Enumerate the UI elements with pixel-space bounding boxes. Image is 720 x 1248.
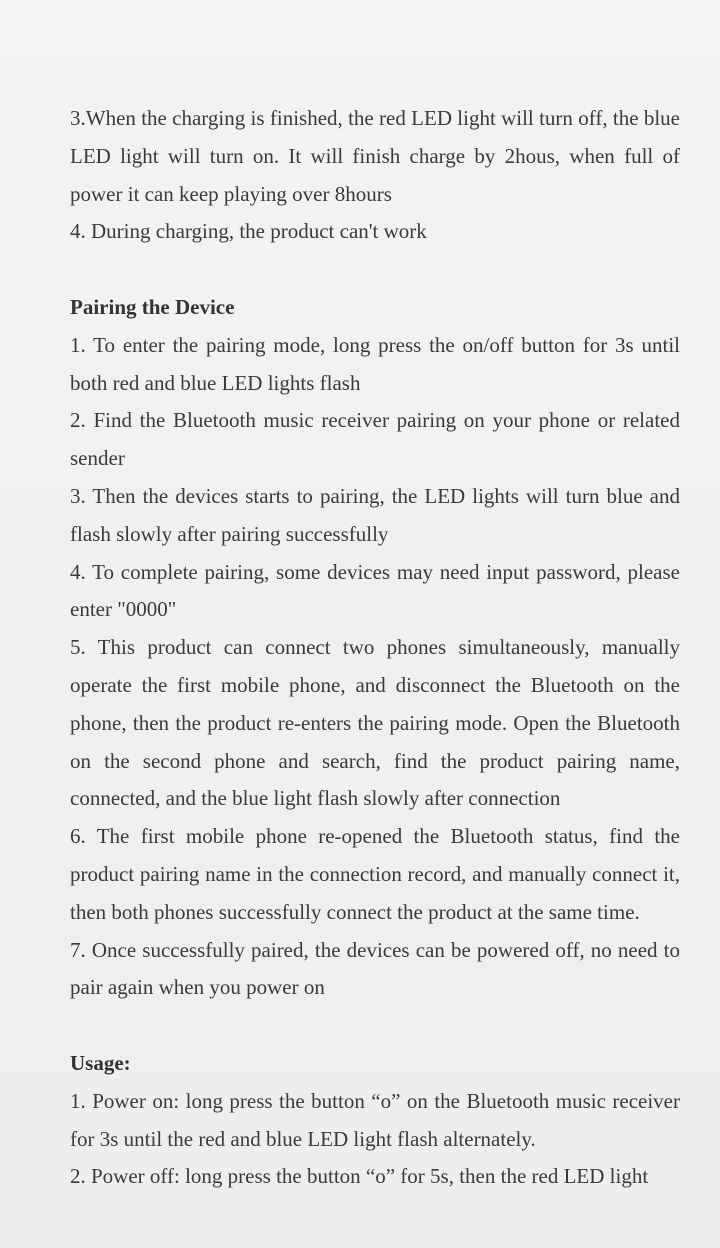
pairing-step-4: 4. To complete pairing, some devices may need input password, please enter "0000": [70, 559, 680, 622]
pairing-step-1: 1. To enter the pairing mode, long press the on/off button for 3s until both red and blue LED lights flash: [70, 332, 680, 395]
charging-step-4: 4. During charging, the product can't work: [70, 219, 427, 244]
pairing-step-3: 3. Then the devices starts to pairing, the LED lights will turn blue and flash slowly after pairing successfully: [70, 483, 680, 546]
charging-step-3: 3.When the charging is finished, the red LED light will turn off, the blue LED light will turn on. It will finish charge by 2hous, when full of power it can keep playing over 8hours: [70, 106, 680, 206]
usage-step-1: 1. Power on: long press the button “o” on the Bluetooth music receiver for 3s until the red and blue LED light flash alternately.: [70, 1088, 680, 1151]
manual-content: [70, 100, 680, 1196]
usage-step-2: 2. Power off: long press the button “o” for 5s, then the red LED light: [70, 1164, 649, 1189]
pairing-step-7: 7. Once successfully paired, the devices can be powered off, no need to pair again when you power on: [70, 937, 680, 1000]
section-spacer: [70, 251, 680, 289]
pairing-step-6: 6. The first mobile phone re-opened the Bluetooth status, find the product pairing name in the connection record, and manually connect it, then both phones successfully connect the product at the same time.: [70, 824, 680, 924]
pairing-step-5: 5. This product can connect two phones simultaneously, manually operate the first mobile phone, and disconnect the Bluetooth on the phone, then the product re-enters the pairing mode. Open the Bluetooth on the second phone and search, find the product pairing name, connected, and the blue light flash slowly after connection: [70, 635, 680, 811]
usage-heading: Usage:: [70, 1050, 131, 1075]
pairing-step-2: 2. Find the Bluetooth music receiver pairing on your phone or related sender: [70, 408, 680, 471]
section-spacer: [70, 1007, 680, 1045]
pairing-heading: Pairing the Device: [70, 294, 235, 319]
